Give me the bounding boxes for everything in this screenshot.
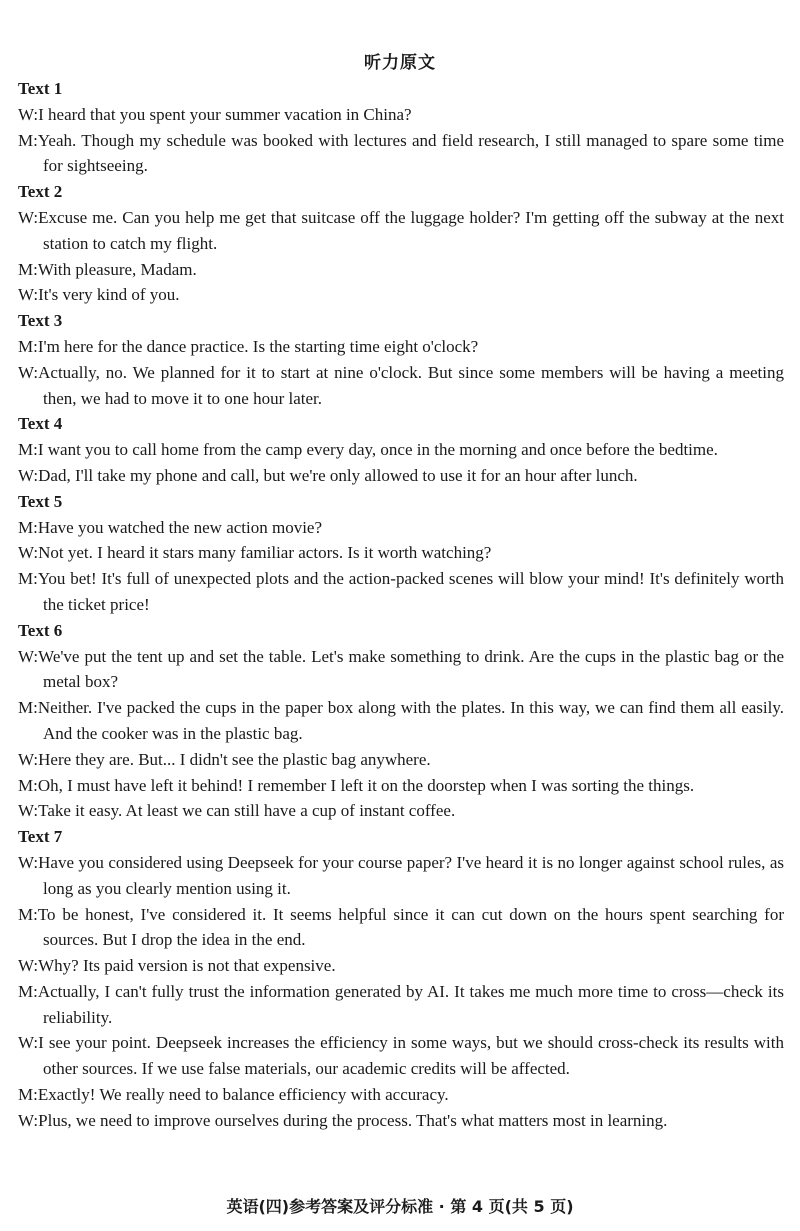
- speaker-label: M:: [18, 569, 38, 589]
- dialogue-line: [18, 1030, 784, 1082]
- dialogue-text: I heard that you spent your summer vacation in China?: [38, 104, 412, 124]
- dialogue-text: With pleasure, Madam.: [37, 259, 197, 279]
- dialogue-text: Take it easy. At least we can still have a cup of instant coffee.: [38, 801, 456, 821]
- text-section: [18, 76, 784, 179]
- speaker-label: W:: [18, 465, 39, 485]
- dialogue-line: [18, 773, 784, 799]
- speaker-label: W:: [18, 801, 39, 821]
- section-heading: Text 1: [18, 79, 63, 98]
- dialogue-line: [18, 566, 784, 618]
- dialogue-text: Actually, I can't fully trust the information generated by AI. It takes me much more time to cross—check its reliability.: [37, 981, 784, 1027]
- text-section: [18, 179, 784, 308]
- dialogue-text: Have you considered using Deepseek for your course paper? I've heard it is no longer against school rules, as long as you clearly mention using it.: [38, 852, 784, 898]
- section-heading: Text 6: [18, 620, 63, 640]
- section-heading: Text 3: [18, 311, 63, 331]
- dialogue-line: [18, 257, 784, 283]
- dialogue-text: Oh, I must have left it behind! I remember I left it on the doorstep when I was sorting the things.: [37, 775, 695, 795]
- dialogue-line: [18, 902, 784, 954]
- text-section: [18, 618, 784, 824]
- speaker-label: W:: [18, 207, 39, 227]
- section-heading: Text 5: [18, 491, 63, 511]
- dialogue-line: [18, 102, 784, 128]
- section-heading: Text 2: [18, 182, 63, 202]
- dialogue-line: [18, 798, 784, 824]
- section-heading: Text 7: [18, 827, 63, 847]
- dialogue-line: [18, 515, 784, 541]
- speaker-label: M:: [18, 698, 38, 718]
- speaker-label: M:: [18, 517, 38, 537]
- speaker-label: W:: [18, 285, 39, 305]
- dialogue-text: I see your point. Deepseek increases the efficiency in some ways, but we should cross-check its results with other sources. If we use false materials, our academic credits will be affected.: [38, 1033, 784, 1079]
- page-title: 听力原文: [364, 53, 436, 73]
- speaker-label: M:: [18, 130, 38, 150]
- speaker-label: W:: [18, 104, 39, 124]
- dialogue-line: [18, 1108, 784, 1134]
- dialogue-line: [18, 128, 784, 180]
- dialogue-text: You bet! It's full of unexpected plots and the action-packed scenes will blow your mind! It's definitely worth the ticket price!: [37, 569, 784, 614]
- text-section: [18, 308, 784, 411]
- speaker-label: M:: [18, 336, 38, 356]
- listening-transcript: [18, 76, 784, 1134]
- dialogue-line: [18, 644, 784, 696]
- speaker-label: W:: [18, 362, 39, 382]
- speaker-label: W:: [18, 852, 39, 872]
- text-section: [18, 489, 784, 618]
- dialogue-text: I want you to call home from the camp every day, once in the morning and once before the bedtime.: [37, 440, 718, 460]
- speaker-label: M:: [18, 440, 38, 460]
- text-section: [18, 411, 784, 488]
- dialogue-line: [18, 695, 784, 747]
- dialogue-line: [18, 540, 784, 566]
- speaker-label: M:: [18, 259, 38, 279]
- speaker-label: W:: [18, 543, 39, 563]
- dialogue-text: Actually, no. We planned for it to start at nine o'clock. But since some members will be having a meeting then, we had to move it to one hour later.: [38, 362, 784, 408]
- dialogue-line: [18, 747, 784, 773]
- speaker-label: W:: [18, 1033, 39, 1053]
- page-footer: 英语(四)参考答案及评分标准 · 第 4 页(共 5 页): [226, 1197, 574, 1216]
- dialogue-line: [18, 437, 784, 463]
- dialogue-line: [18, 850, 784, 902]
- dialogue-text: Neither. I've packed the cups in the paper box along with the plates. In this way, we can find them all easily. And the cooker was in the plastic bag.: [37, 698, 784, 743]
- dialogue-line: [18, 205, 784, 257]
- dialogue-text: I'm here for the dance practice. Is the starting time eight o'clock?: [37, 336, 479, 356]
- speaker-label: M:: [18, 981, 38, 1001]
- dialogue-text: Have you watched the new action movie?: [37, 517, 323, 537]
- dialogue-line: [18, 979, 784, 1031]
- dialogue-text: To be honest, I've considered it. It seems helpful since it can cut down on the hours spent searching for sources. But I drop the idea in the end.: [37, 904, 784, 950]
- dialogue-line: [18, 1082, 784, 1108]
- dialogue-text: Why? Its paid version is not that expensive.: [38, 956, 336, 976]
- dialogue-line: [18, 360, 784, 412]
- text-section: [18, 824, 784, 1134]
- dialogue-line: [18, 282, 784, 308]
- dialogue-text: Dad, I'll take my phone and call, but we're only allowed to use it for an hour after lunch.: [38, 465, 638, 485]
- dialogue-text: Here they are. But... I didn't see the plastic bag anywhere.: [38, 749, 431, 769]
- dialogue-line: [18, 953, 784, 979]
- dialogue-line: [18, 334, 784, 360]
- dialogue-text: Plus, we need to improve ourselves during the process. That's what matters most in learning.: [38, 1110, 668, 1130]
- speaker-label: M:: [18, 1085, 38, 1105]
- dialogue-text: It's very kind of you.: [38, 285, 180, 305]
- speaker-label: W:: [18, 749, 39, 769]
- dialogue-text: Yeah. Though my schedule was booked with lectures and field research, I still managed to spare some time for sightseeing.: [37, 130, 784, 176]
- section-heading: Text 4: [18, 414, 63, 434]
- speaker-label: M:: [18, 904, 38, 924]
- speaker-label: W:: [18, 1110, 39, 1130]
- speaker-label: W:: [18, 956, 39, 976]
- speaker-label: M:: [18, 775, 38, 795]
- dialogue-text: Excuse me. Can you help me get that suitcase off the luggage holder? I'm getting off the subway at the next station to catch my flight.: [38, 207, 784, 253]
- dialogue-line: [18, 463, 784, 489]
- dialogue-text: Not yet. I heard it stars many familiar actors. Is it worth watching?: [38, 543, 492, 563]
- dialogue-text: We've put the tent up and set the table. Let's make something to drink. Are the cups in the plastic bag or the metal box?: [38, 646, 784, 692]
- dialogue-text: Exactly! We really need to balance efficiency with accuracy.: [37, 1085, 449, 1105]
- speaker-label: W:: [18, 646, 39, 666]
